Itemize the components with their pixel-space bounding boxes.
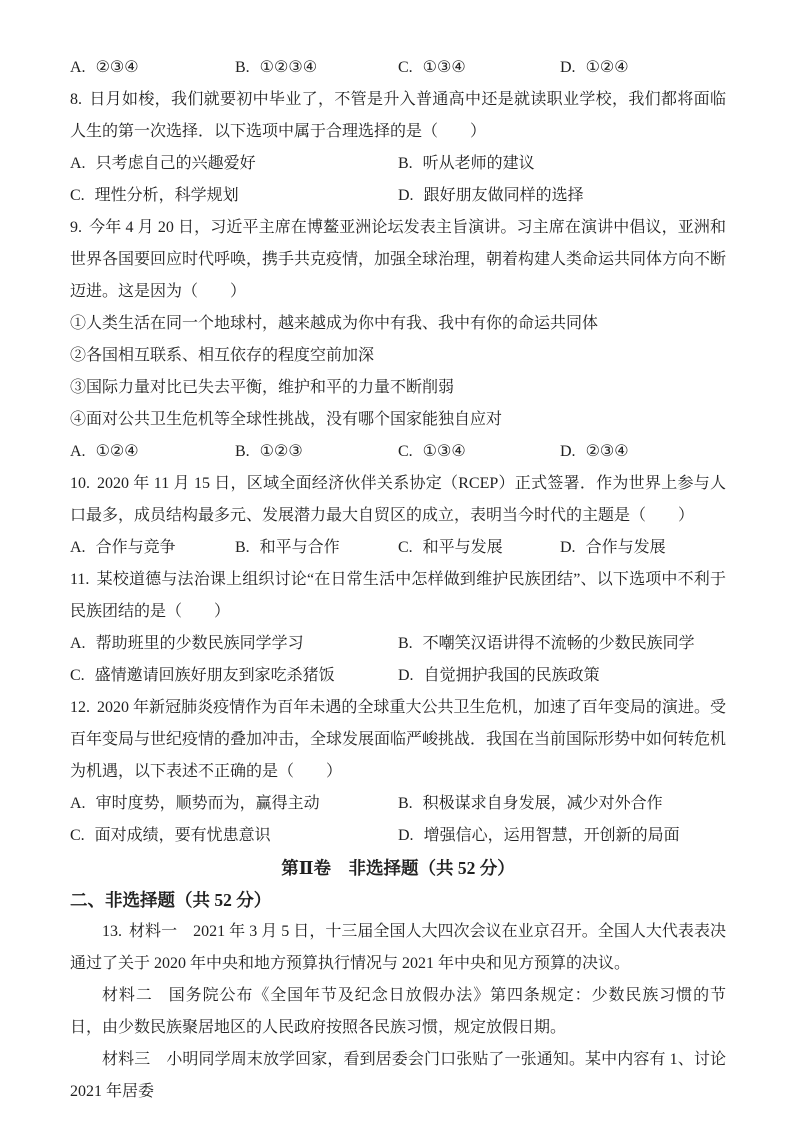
q9-option-c: [398, 436, 560, 468]
q11-option-c: [70, 660, 398, 692]
q9-option-b: [235, 436, 398, 468]
option-label: C.: [70, 667, 85, 684]
option-text: 不嘲笑汉语讲得不流畅的少数民族同学: [422, 635, 695, 652]
option-label: D.: [560, 59, 576, 76]
question-12-stem: [70, 692, 726, 788]
option-text: ①②④: [95, 443, 139, 460]
option-label: A.: [70, 59, 86, 76]
option-label: A.: [70, 795, 86, 812]
option-text: 帮助班里的少数民族同学学习: [95, 635, 304, 652]
question-13-material-3: [70, 1044, 726, 1108]
option-label: D.: [560, 539, 576, 556]
material-label: 材料三: [102, 1051, 151, 1068]
q9-option-a: [70, 436, 235, 468]
option-label: A.: [70, 635, 86, 652]
question-13-material-2: [70, 980, 726, 1044]
option-label: B.: [235, 59, 250, 76]
question-number: 8.: [70, 91, 82, 108]
option-text: 和平与合作: [259, 539, 340, 556]
q7-option-c: [398, 52, 560, 84]
option-label: D.: [398, 827, 414, 844]
option-label: B.: [398, 635, 413, 652]
option-label: B.: [398, 155, 413, 172]
question-text: 日月如梭，我们就要初中毕业了，不管是升入普通高中还是就读职业学校，我们都将面临人生的第一次选择．以下选项中属于合理选择的是（ ）: [70, 91, 726, 140]
option-text: ①②④: [585, 59, 629, 76]
material-label: 材料二: [102, 987, 153, 1004]
option-text: 只考虑自己的兴趣爱好: [95, 155, 256, 172]
q8-option-d: [398, 180, 726, 212]
question-text: 2020 年 11 月 15 日，区域全面经济伙伴关系协定（RCEP）正式签署．作为世界上参与人口最多，成员结构最多元、发展潜力最大自贸区的成立，表明当今时代的主题是（ ）: [70, 475, 726, 524]
question-number: 11.: [70, 571, 90, 588]
question-8-options-row-2: [70, 180, 726, 212]
question-number: 9.: [70, 219, 82, 236]
question-text: 2020 年新冠肺炎疫情作为百年未遇的全球重大公共卫生危机，加速了百年变局的演进。受百年变局与世纪疫情的叠加冲击，全球发展面临严峻挑战．我国在当前国际形势中如何转危机为机遇，以下表述不正确的是（ ）: [70, 699, 727, 780]
option-label: D.: [560, 443, 576, 460]
q7-option-a: [70, 52, 235, 84]
option-text: ②③④: [585, 443, 629, 460]
option-text: ①②③: [259, 443, 303, 460]
option-text: 增强信心，运用智慧，开创新的局面: [423, 827, 680, 844]
question-9-stem: [70, 212, 726, 308]
q11-option-d: [398, 660, 726, 692]
q8-option-b: [398, 148, 726, 180]
option-text: 积极谋求自身发展，减少对外合作: [422, 795, 663, 812]
q9-statement-4: ④面对公共卫生危机等全球性挑战，没有哪个国家能独自应对: [70, 411, 503, 428]
question-11-options-row-2: [70, 660, 726, 692]
question-10-options-row: [70, 532, 726, 564]
part2-heading: 第Ⅱ卷 非选择题（共 52 分）: [281, 858, 515, 878]
option-label: B.: [398, 795, 413, 812]
q8-option-c: [70, 180, 398, 212]
question-9-options-row: [70, 436, 726, 468]
option-label: B.: [235, 443, 250, 460]
section2-title: 二、非选择题（共 52 分）: [70, 890, 272, 910]
q7-option-d: [560, 52, 726, 84]
option-label: B.: [235, 539, 250, 556]
question-12-options-row-1: [70, 788, 726, 820]
q11-option-b: [398, 628, 726, 660]
option-label: C.: [398, 443, 413, 460]
option-label: A.: [70, 539, 86, 556]
question-11-options-row-1: [70, 628, 726, 660]
option-text: 盛情邀请回族好朋友到家吃杀猪饭: [94, 667, 335, 684]
option-text: ①②③④: [259, 59, 318, 76]
question-11-stem: [70, 564, 726, 628]
material-text: 2021 年 3 月 5 日，十三届全国人大四次会议在业京召开。全国人大代表表决通过了关于 2020 年中央和地方预算执行情况与 2021 年中央和见方预算的决议。: [70, 923, 726, 972]
q12-option-a: [70, 788, 398, 820]
q9-statement-1: ①人类生活在同一个地球村，越来越成为你中有我、我中有你的命运共同体: [70, 315, 599, 332]
q7-option-b: [235, 52, 398, 84]
option-text: 听从老师的建议: [422, 155, 535, 172]
option-text: 合作与竞争: [95, 539, 176, 556]
option-label: D.: [398, 667, 414, 684]
question-number: 12.: [70, 699, 90, 716]
question-text: 今年 4 月 20 日，习近平主席在博鳌亚洲论坛发表主旨演讲。习主席在演讲中倡议，亚洲和世界各国要回应时代呼唤，携手共克疫情，加强全球治理，朝着构建人类命运共同体方向不断迈进。这是因为（ ）: [70, 219, 727, 300]
material-text: 国务院公布《全国年节及纪念日放假办法》第四条规定：少数民族习惯的节日，由少数民族聚居地区的人民政府按照各民族习惯，规定放假日期。: [70, 987, 726, 1036]
option-text: ②③④: [95, 59, 139, 76]
question-12-options-row-2: [70, 820, 726, 852]
option-text: 合作与发展: [585, 539, 666, 556]
q12-option-d: [398, 820, 726, 852]
q12-option-c: [70, 820, 398, 852]
option-label: C.: [398, 539, 413, 556]
option-text: 和平与发展: [422, 539, 503, 556]
q10-option-a: [70, 532, 235, 564]
question-number: 13.: [102, 923, 122, 940]
q10-option-d: [560, 532, 726, 564]
question-7-options-row: [70, 52, 726, 84]
q9-option-d: [560, 436, 726, 468]
option-text: 理性分析，科学规划: [94, 187, 239, 204]
q9-statement-3: ③国际力量对比已失去平衡，维护和平的力量不断削弱: [70, 379, 455, 396]
question-13-material-1: [70, 916, 726, 980]
option-label: C.: [70, 187, 85, 204]
material-label: 材料一: [129, 923, 178, 940]
question-8-options-row-1: [70, 148, 726, 180]
q10-option-b: [235, 532, 398, 564]
question-text: 某校道德与法治课上组织讨论“在日常生活中怎样做到维护民族团结”、以下选项中不利于民族团结的是（ ）: [70, 571, 726, 620]
q10-option-c: [398, 532, 560, 564]
q8-option-a: [70, 148, 398, 180]
option-text: 审时度势，顺势而为，赢得主动: [95, 795, 320, 812]
question-10-stem: [70, 468, 726, 532]
question-number: 10.: [70, 475, 90, 492]
option-label: D.: [398, 187, 414, 204]
q12-option-b: [398, 788, 726, 820]
option-label: C.: [398, 59, 413, 76]
option-text: 跟好朋友做同样的选择: [423, 187, 584, 204]
option-label: A.: [70, 443, 86, 460]
option-text: 自觉拥护我国的民族政策: [423, 667, 600, 684]
option-text: ①③④: [422, 59, 466, 76]
q11-option-a: [70, 628, 398, 660]
option-label: A.: [70, 155, 86, 172]
option-text: ①③④: [422, 443, 466, 460]
q9-statement-2: ②各国相互联系、相互依存的程度空前加深: [70, 347, 375, 364]
question-8-stem: [70, 84, 726, 148]
option-label: C.: [70, 827, 85, 844]
material-text: 小明同学周末放学回家，看到居委会门口张贴了一张通知。某中内容有 1、讨论 2021 年居委: [70, 1051, 726, 1100]
option-text: 面对成绩，要有忧患意识: [94, 827, 271, 844]
